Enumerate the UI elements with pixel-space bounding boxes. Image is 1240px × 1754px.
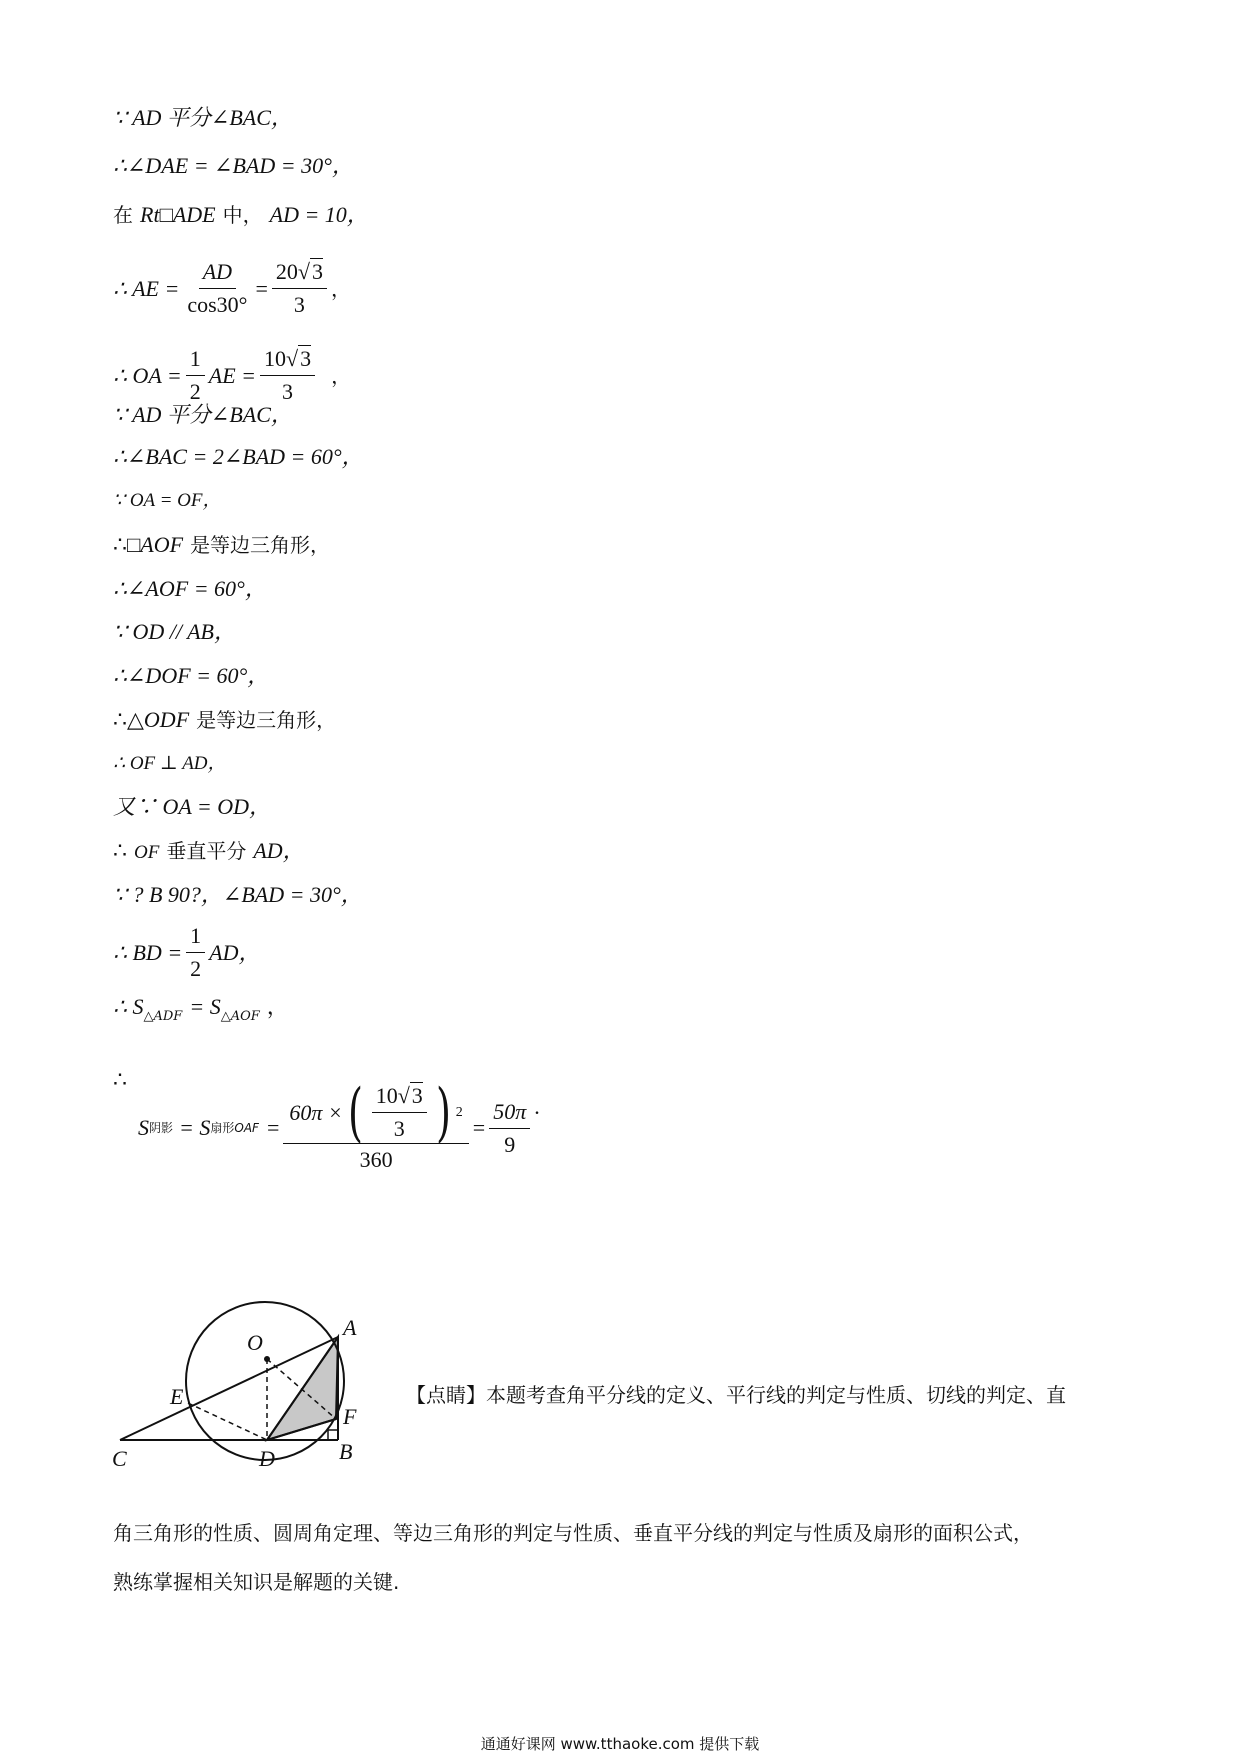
label-c: C: [112, 1446, 127, 1471]
proof-line-1: ∵ AD 平分∠BAC，: [113, 105, 293, 130]
fraction-den: 2: [190, 956, 202, 981]
fraction-ad-cos30: [183, 258, 251, 319]
left-paren: (: [347, 1075, 363, 1150]
fraction-half: [186, 922, 205, 983]
comment-line-2: 角三角形的性质、圆周角定理、等边三角形的判定与性质、垂直平分线的判定与性质及扇形的面积公式，: [113, 1521, 1033, 1545]
fraction-den: 3: [293, 292, 305, 317]
proof-line-8: ∵ OA = OF，: [113, 490, 222, 511]
proof-line-14: ∴ OF ⊥ AD，: [113, 753, 227, 774]
fraction-num: 1: [186, 345, 205, 376]
equilateral-text: 是等边三角形，: [196, 708, 337, 732]
label-e: E: [170, 1384, 184, 1409]
center-point-o: [264, 1356, 270, 1362]
sector-text: 扇形: [210, 1121, 235, 1135]
proof-line-9: [113, 530, 330, 561]
equals-s: = S: [179, 1115, 211, 1140]
coef: 20: [275, 259, 298, 284]
fraction-num: 1: [186, 922, 205, 953]
fraction-num: 10√3: [260, 345, 315, 376]
comma: ，: [266, 994, 289, 1019]
equals: =: [472, 1115, 486, 1140]
page-footer: 通通好课网 www.tthaoke.com 提供下载: [480, 1735, 760, 1753]
equals-s: = S: [189, 994, 221, 1019]
triangle-odf: ODF: [143, 707, 190, 732]
radicand: 3: [411, 1083, 423, 1108]
fraction-result: [489, 1098, 530, 1159]
fraction-num: 20√3: [272, 258, 327, 289]
period: .: [534, 1094, 540, 1119]
fraction-den: 2: [189, 379, 201, 404]
fraction-half: [186, 345, 205, 406]
triangle-aof: AOF: [140, 532, 184, 557]
subscript-aof: △AOF: [220, 1009, 260, 1024]
fraction-den: 9: [504, 1131, 516, 1157]
sector-numerator: [283, 1075, 468, 1150]
fraction-10root3-over-3: [372, 1082, 427, 1143]
radicand: 3: [300, 346, 312, 371]
comment-line-3: 熟练掌握相关知识是解题的关键.: [113, 1570, 400, 1594]
exponent: 2: [455, 1104, 463, 1120]
fraction-den: cos30°: [187, 292, 248, 317]
proof-line-16: [113, 836, 305, 868]
proof-line-2: ∴∠DAE = ∠BAD = 30°，: [113, 153, 354, 178]
ae-equals: AE =: [208, 362, 257, 388]
text-zai: 在: [113, 203, 133, 227]
comment-line-1: 【点睛】本题考查角平分线的定义、平行线的判定与性质、切线的判定、直: [406, 1383, 1066, 1407]
bd-prefix: ∴ BD =: [113, 939, 183, 965]
area-s: S: [138, 1115, 149, 1140]
proof-line-12: ∴∠DOF = 60°，: [113, 663, 270, 688]
figure-drawing: [120, 1302, 344, 1460]
oa-prefix: ∴ OA =: [113, 362, 182, 388]
proof-line-13: [113, 705, 336, 736]
proof-line-5: [113, 345, 351, 406]
fraction-den: 360: [359, 1147, 393, 1172]
ae-prefix: ∴ AE =: [113, 275, 180, 301]
fraction-num: 50π: [489, 1098, 530, 1129]
proof-line-6: ∵ AD 平分∠BAC，: [113, 402, 293, 427]
fraction-den: 3: [282, 379, 294, 404]
therefore-box: ∴□: [113, 532, 141, 557]
geometry-figure: [110, 1290, 390, 1490]
ad-comma: AD，: [209, 939, 261, 965]
proof-line-3: [113, 200, 369, 231]
proof-line-17: ∵ ? B 90?，∠BAD = 30°，: [113, 882, 363, 907]
fraction-den: 3: [393, 1116, 405, 1141]
dashed-ed: [188, 1403, 267, 1440]
therefore-symbol: ∴: [113, 1067, 127, 1092]
therefore-triangle: ∴△: [113, 707, 144, 732]
comma: ，: [331, 363, 352, 388]
proof-line-15: 又∵ OA = OD，: [113, 794, 272, 819]
therefore: ∴: [113, 838, 127, 863]
subscript-adf: △ADF: [143, 1009, 183, 1024]
label-o: O: [247, 1330, 263, 1355]
proof-line-10: ∴∠AOF = 60°，: [113, 576, 267, 601]
seg-ad: AD，: [253, 838, 305, 863]
subscript-sector: [210, 1113, 259, 1143]
sixty-pi-times: 60π ×: [289, 1099, 343, 1125]
radicand: 3: [311, 259, 323, 284]
fraction-num: 10√3: [372, 1082, 427, 1113]
proof-line-18: [113, 922, 261, 983]
perp-bisect-text: 垂直平分: [166, 839, 247, 863]
equals: =: [255, 275, 268, 301]
text-zhong: 中，: [222, 203, 263, 227]
coef: 10: [375, 1083, 398, 1108]
text-ad-10: AD = 10，: [269, 202, 369, 227]
right-angle-mark: [328, 1430, 338, 1440]
sector-oaf: OAF: [234, 1121, 259, 1135]
label-d: D: [259, 1446, 275, 1471]
equals: =: [266, 1115, 280, 1140]
coef: 10: [264, 346, 287, 371]
proof-line-7: ∴∠BAC = 2∠BAD = 60°，: [113, 444, 364, 469]
fraction-sector-area: [283, 1075, 468, 1174]
text-rt: Rt: [140, 202, 160, 227]
text-ade: ADE: [172, 202, 216, 227]
comma: ，: [330, 276, 351, 301]
proof-line-19: [113, 992, 289, 1032]
proof-line-11: ∵ OD // AB，: [113, 619, 236, 644]
fraction-10root3-over-3: [260, 345, 315, 406]
fraction-20root3-over-3: [272, 258, 327, 319]
missing-glyph: □: [159, 202, 173, 227]
seg-of: OF: [134, 842, 160, 863]
area-s: ∴ S: [113, 994, 144, 1019]
label-b: B: [339, 1439, 353, 1464]
right-paren: ): [435, 1075, 451, 1150]
label-f: F: [343, 1404, 357, 1429]
subscript-shaded: 阴影: [149, 1121, 174, 1135]
equilateral-text: 是等边三角形，: [190, 533, 331, 557]
proof-line-20: [138, 1075, 540, 1174]
label-a: A: [343, 1315, 357, 1340]
fraction-num: AD: [199, 258, 236, 289]
proof-line-4: [113, 258, 351, 319]
